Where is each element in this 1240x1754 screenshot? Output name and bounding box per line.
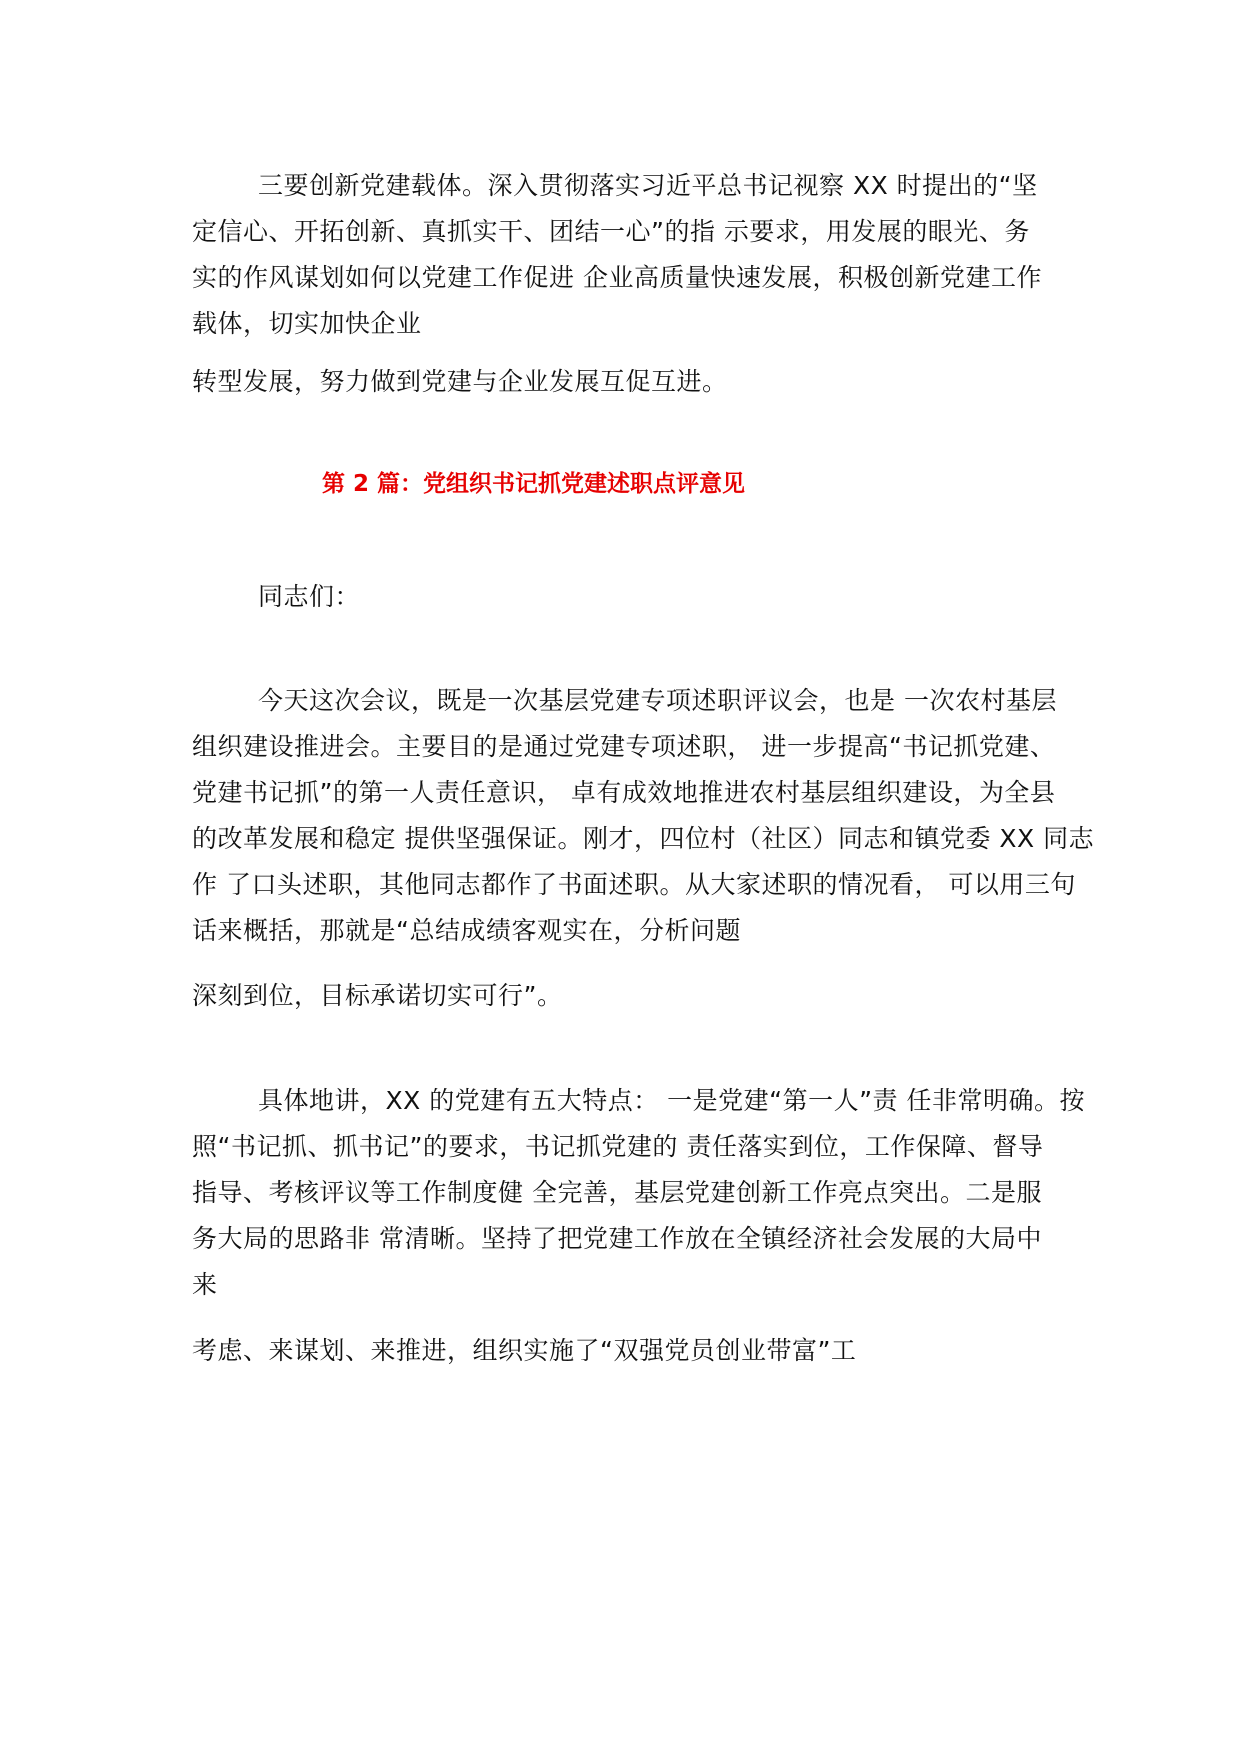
salutation <box>192 574 1092 620</box>
paragraph-meeting-intro <box>192 678 1095 954</box>
text-line: 组织建设推进会。主要目的是通过党建专项述职， 进一步提高“书记抓党建、 <box>192 732 1056 761</box>
text-line: 具体地讲，XX 的党建有五大特点： 一是党建“第一人”责 任非常明确。按 <box>258 1086 1085 1115</box>
article-heading: 第 2 篇：党组织书记抓党建述职点评意见 <box>322 471 746 497</box>
text-line: 转型发展，努力做到党建与企业发展互促互进。 <box>192 367 728 396</box>
text-line: 实的作风谋划如何以党建工作促进 企业高质量快速发展，积极创新党建工作 <box>192 263 1042 292</box>
text-line: 党建书记抓”的第一人责任意识， 卓有成效地推进农村基层组织建设，为全县 <box>192 778 1056 807</box>
paragraph-continuation <box>192 1328 1092 1374</box>
text-line: 今天这次会议，既是一次基层党建专项述职评议会，也是 一次农村基层 <box>258 686 1057 715</box>
text-line: 话来概括，那就是“总结成绩客观实在，分析问题 <box>192 916 741 945</box>
text-line: 来 <box>192 1270 218 1299</box>
text-line: 定信心、开拓创新、真抓实干、团结一心”的指 示要求，用发展的眼光、务 <box>192 217 1030 246</box>
paragraph-continuation <box>192 973 1092 1019</box>
paragraph-five-features <box>192 1078 1092 1308</box>
text-line: 同志们： <box>258 582 361 611</box>
text-line: 的改革发展和稳定 提供坚强保证。刚才，四位村（社区）同志和镇党委 XX 同志 <box>192 824 1095 853</box>
text-line: 考虑、来谋划、来推进，组织实施了“双强党员创业带富”工 <box>192 1336 857 1365</box>
paragraph-innovate-carrier <box>192 163 1092 347</box>
text-line: 指导、考核评议等工作制度健 全完善，基层党建创新工作亮点突出。二是服 <box>192 1178 1042 1207</box>
paragraph-continuation <box>192 359 1092 405</box>
text-line: 作 了口头述职，其他同志都作了书面述职。从大家述职的情况看， 可以用三句 <box>192 870 1076 899</box>
text-line: 照“书记抓、抓书记”的要求，书记抓党建的 责任落实到位，工作保障、督导 <box>192 1132 1044 1161</box>
text-line: 深刻到位，目标承诺切实可行”。 <box>192 981 563 1010</box>
text-line: 务大局的思路非 常清晰。坚持了把党建工作放在全镇经济社会发展的大局中 <box>192 1224 1042 1253</box>
text-line: 载体，切实加快企业 <box>192 309 422 338</box>
text-line: 三要创新党建载体。深入贯彻落实习近平总书记视察 XX 时提出的“坚 <box>258 171 1038 200</box>
